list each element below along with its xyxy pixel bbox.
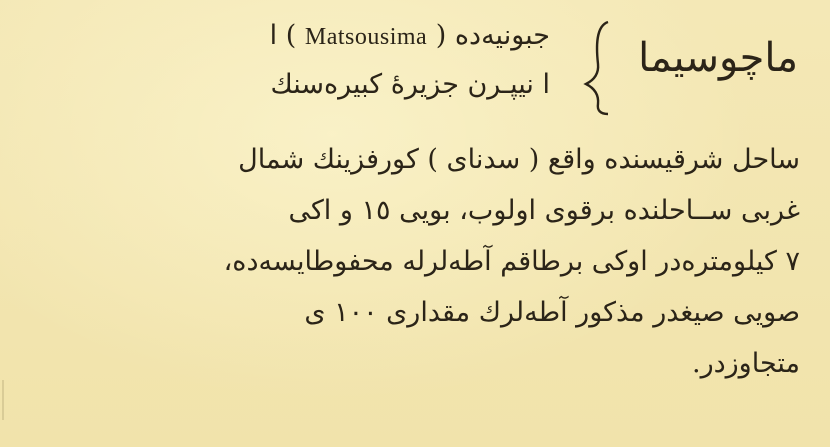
margin-mark: [2, 380, 4, 420]
entry-head-lines: [40, 12, 550, 108]
head-line-1: جبونيه‌ده ( Matsousima ) ا: [269, 20, 550, 51]
entry-body: [40, 134, 800, 389]
head-line-1-prefix: جبونيه‌ده: [454, 20, 550, 51]
dictionary-entry: [40, 12, 800, 379]
entry-head: [40, 12, 800, 124]
entry-brace: [568, 16, 624, 116]
head-line-1-suffix: ا: [269, 20, 278, 51]
entry-headword: ماچوسيما: [638, 35, 798, 81]
body-line-3: ٧ كيلومتره‌در اوكى برطاقم آطه‌لرله محفوطايسه‌ده،: [223, 246, 800, 277]
head-line-2: ا نيپـرن جزيرهٔ كبيره‌سنك: [270, 69, 550, 100]
body-line-4: صويى صيغدر مذكور آطه‌لرك مقدارى ١٠٠ ى: [304, 297, 800, 328]
body-line-2: غربى ســاحلنده برقوى اولوب، بويى ١٥ و اكى: [288, 195, 800, 226]
latin-name: Matsousima: [304, 24, 428, 50]
body-line-1: ساحل شرقيسنده واقع ( سدناى ) كورفزينك شمال: [238, 144, 800, 175]
body-line-5: متجاوزدر.: [692, 348, 800, 379]
